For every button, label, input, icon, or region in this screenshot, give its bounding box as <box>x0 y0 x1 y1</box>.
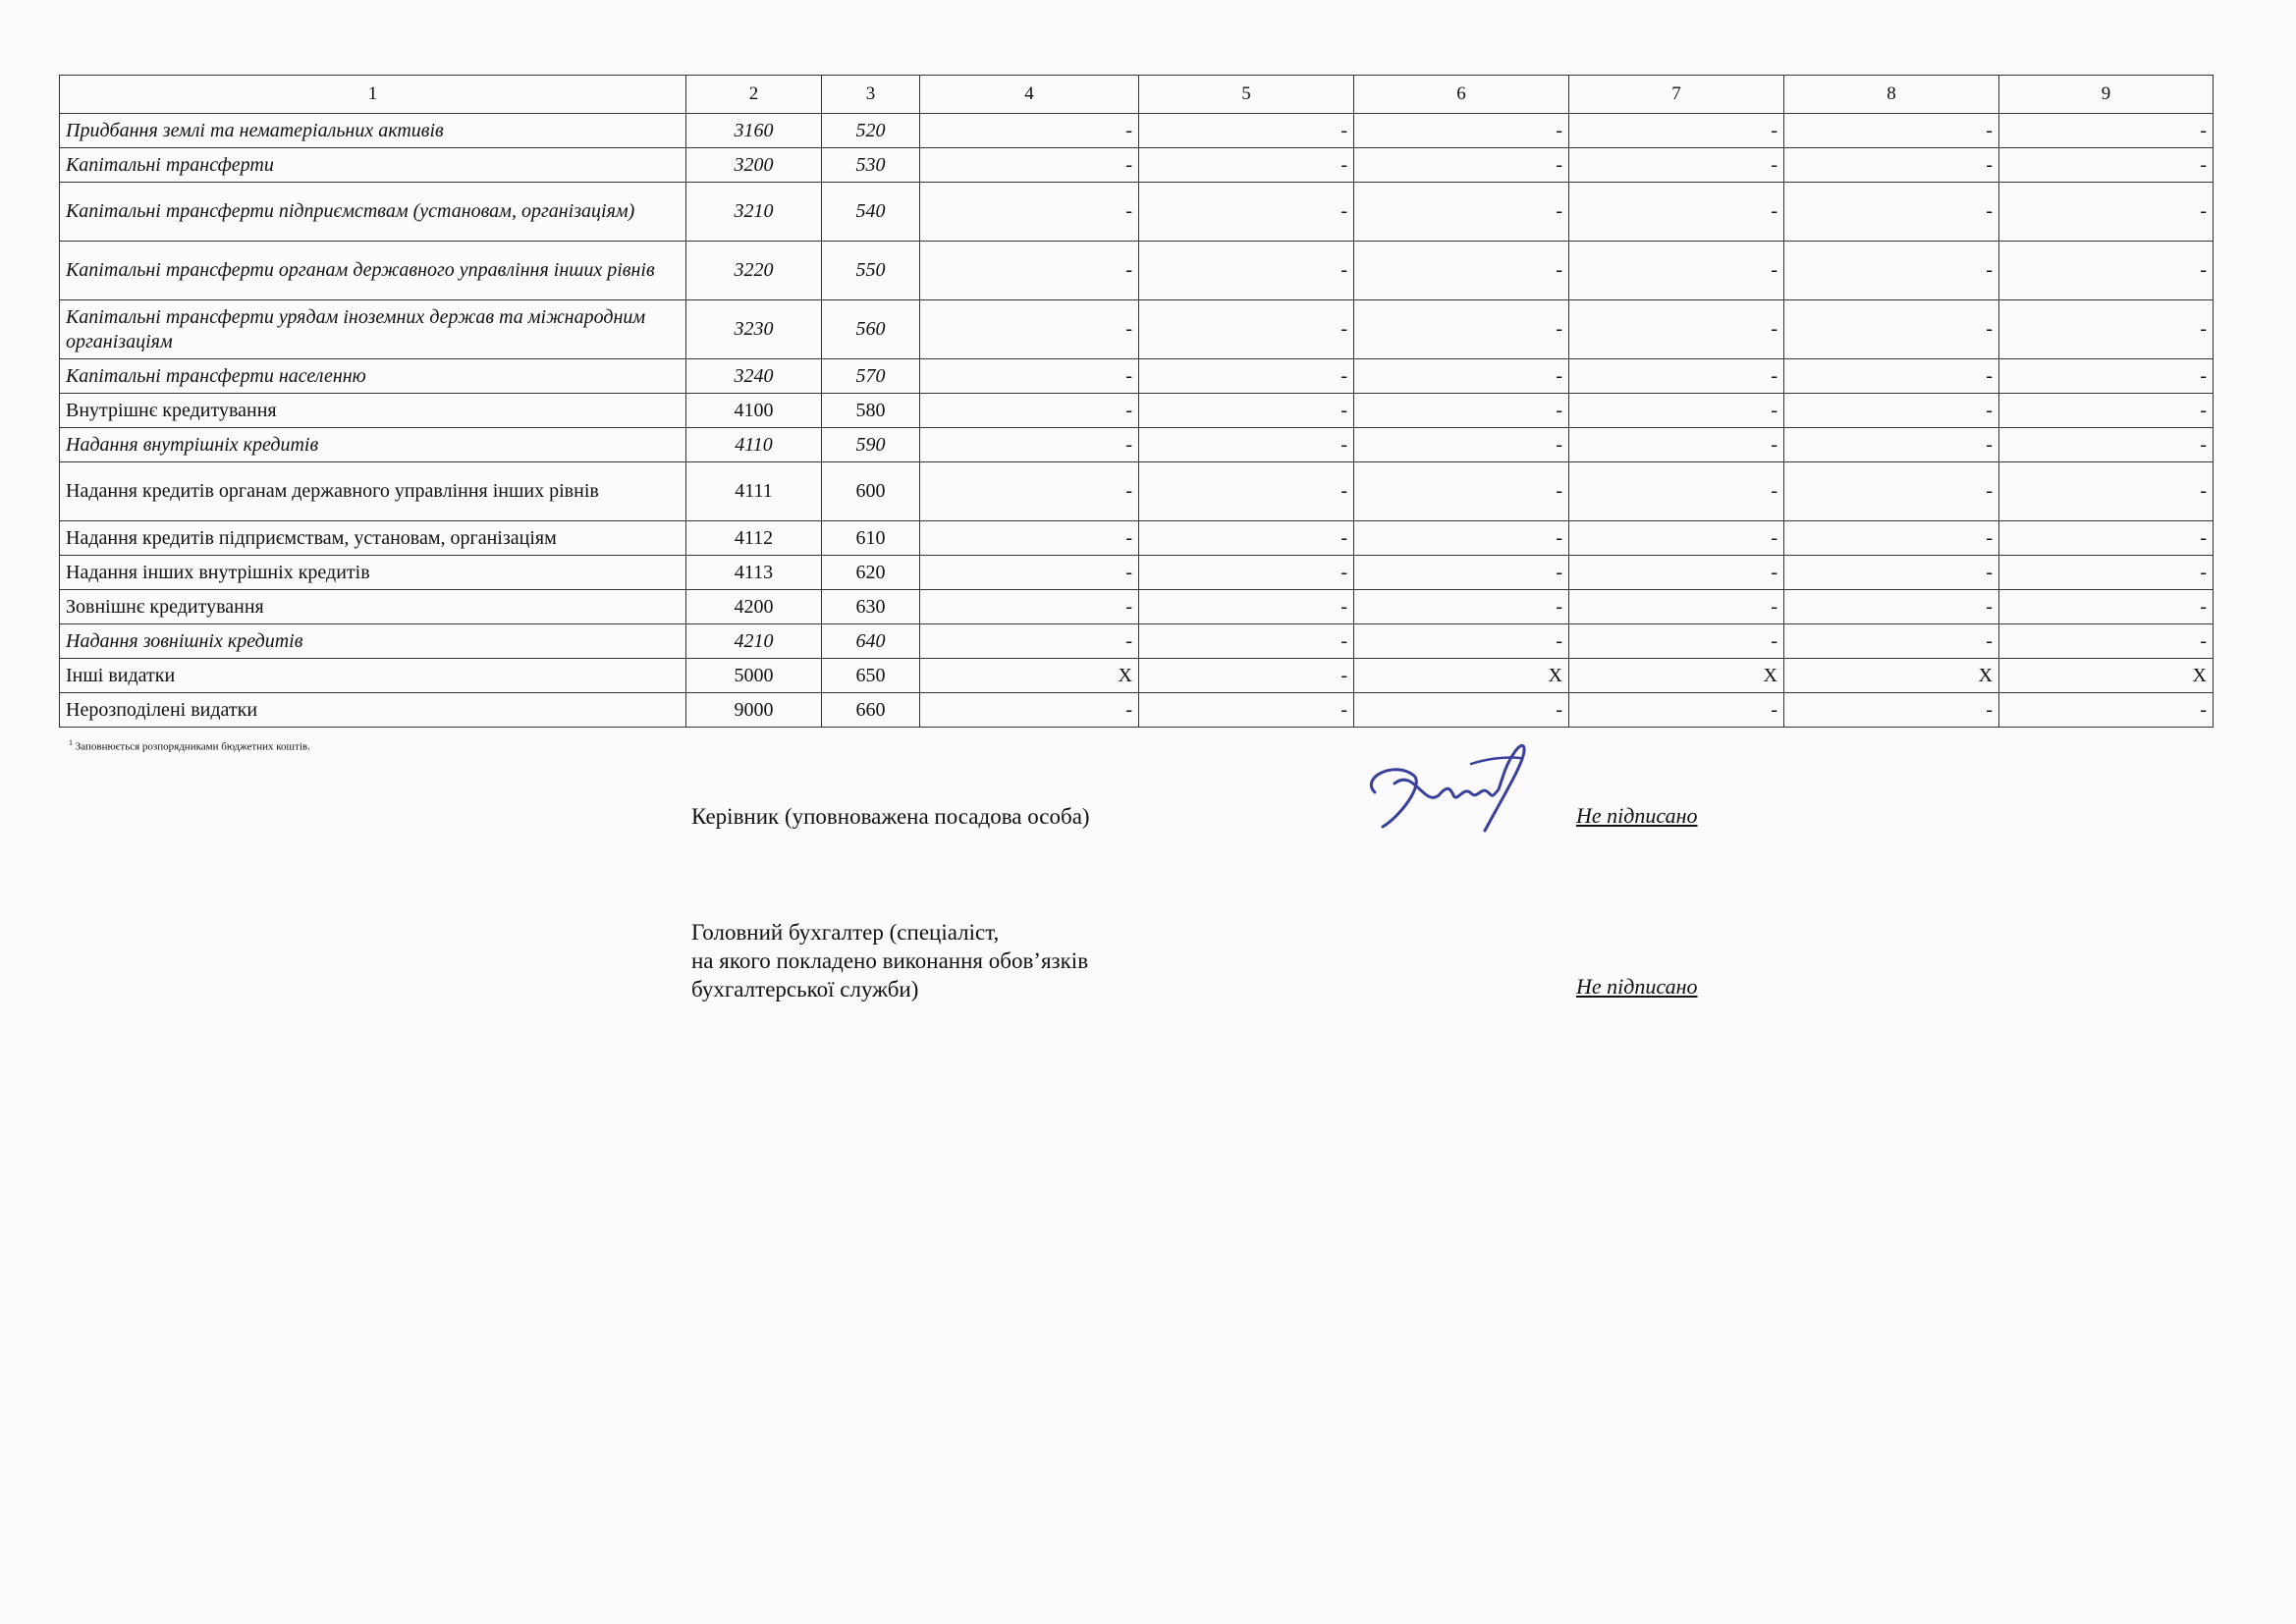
row-value-cell: - <box>1139 624 1354 659</box>
table-row <box>60 624 2214 659</box>
row-value-cell: - <box>920 693 1139 728</box>
row-value-cell: Х <box>1569 659 1784 693</box>
row-value-cell: - <box>1569 590 1784 624</box>
footnote <box>69 738 310 753</box>
row-value-cell: - <box>920 359 1139 394</box>
accountant-signature-status: Не підписано <box>1576 974 1698 999</box>
table-row <box>60 300 2214 359</box>
accountant-label-line: Головний бухгалтер (спеціаліст, <box>691 920 1000 945</box>
row-name-cell: Капітальні трансферти населенню <box>60 359 686 394</box>
row-value-cell: - <box>1999 114 2214 148</box>
row-value-cell: - <box>1354 300 1569 359</box>
row-value-cell: - <box>920 300 1139 359</box>
row-line-cell: 660 <box>822 693 920 728</box>
row-code-cell: 9000 <box>686 693 822 728</box>
table-row <box>60 462 2214 521</box>
row-value-cell: - <box>1569 114 1784 148</box>
accountant-signature-label <box>691 919 1088 1003</box>
row-value-cell: - <box>1999 300 2214 359</box>
row-name-cell: Зовнішнє кредитування <box>60 590 686 624</box>
row-value-cell: - <box>1784 556 1999 590</box>
row-value-cell: - <box>1569 242 1784 300</box>
row-value-cell: - <box>920 148 1139 183</box>
expenditure-table <box>59 75 2214 728</box>
row-value-cell: - <box>1139 300 1354 359</box>
row-value-cell: - <box>1139 659 1354 693</box>
row-line-cell: 540 <box>822 183 920 242</box>
column-header: 2 <box>686 76 822 114</box>
row-value-cell: - <box>1569 300 1784 359</box>
row-value-cell: - <box>1354 693 1569 728</box>
row-value-cell: - <box>1139 428 1354 462</box>
row-value-cell: - <box>1569 148 1784 183</box>
row-code-cell: 4200 <box>686 590 822 624</box>
row-code-cell: 4111 <box>686 462 822 521</box>
row-value-cell: - <box>1569 359 1784 394</box>
row-line-cell: 520 <box>822 114 920 148</box>
row-code-cell: 3160 <box>686 114 822 148</box>
row-name-cell: Інші видатки <box>60 659 686 693</box>
row-value-cell: - <box>1139 394 1354 428</box>
row-value-cell: - <box>1354 242 1569 300</box>
row-value-cell: - <box>1139 556 1354 590</box>
table-row <box>60 521 2214 556</box>
row-code-cell: 3210 <box>686 183 822 242</box>
row-value-cell: - <box>1354 556 1569 590</box>
row-value-cell: - <box>1784 462 1999 521</box>
row-value-cell: - <box>1784 590 1999 624</box>
row-value-cell: - <box>920 462 1139 521</box>
row-line-cell: 530 <box>822 148 920 183</box>
row-line-cell: 610 <box>822 521 920 556</box>
row-line-cell: 590 <box>822 428 920 462</box>
row-value-cell: - <box>1569 693 1784 728</box>
row-value-cell: - <box>1999 693 2214 728</box>
column-header: 6 <box>1354 76 1569 114</box>
row-code-cell: 3220 <box>686 242 822 300</box>
row-value-cell: - <box>1139 590 1354 624</box>
row-value-cell: - <box>920 428 1139 462</box>
row-value-cell: - <box>1999 590 2214 624</box>
row-value-cell: - <box>1354 114 1569 148</box>
row-value-cell: - <box>1569 624 1784 659</box>
row-value-cell: Х <box>920 659 1139 693</box>
accountant-label-line: на якого покладено виконання обов’язків <box>691 947 1089 973</box>
row-value-cell: - <box>1999 242 2214 300</box>
table-row <box>60 590 2214 624</box>
row-value-cell: - <box>920 242 1139 300</box>
table-row <box>60 242 2214 300</box>
row-value-cell: - <box>1784 693 1999 728</box>
row-value-cell: - <box>1784 624 1999 659</box>
row-value-cell: - <box>1354 148 1569 183</box>
row-value-cell: - <box>1784 300 1999 359</box>
row-line-cell: 640 <box>822 624 920 659</box>
row-value-cell: - <box>1354 359 1569 394</box>
row-value-cell: - <box>1569 183 1784 242</box>
row-value-cell: - <box>1784 114 1999 148</box>
row-value-cell: - <box>920 590 1139 624</box>
row-value-cell: - <box>1784 359 1999 394</box>
footnote-text: Заповнюється розпорядниками бюджетних коштів. <box>75 740 310 753</box>
row-value-cell: - <box>1999 148 2214 183</box>
table-row <box>60 428 2214 462</box>
row-value-cell: - <box>1139 521 1354 556</box>
row-value-cell: - <box>1784 521 1999 556</box>
row-value-cell: - <box>1139 114 1354 148</box>
row-name-cell: Капітальні трансферти підприємствам (установам, організаціям) <box>60 183 686 242</box>
row-line-cell: 650 <box>822 659 920 693</box>
row-value-cell: - <box>1784 183 1999 242</box>
handwritten-signature <box>1355 738 1552 846</box>
row-value-cell: - <box>1569 521 1784 556</box>
column-header: 4 <box>920 76 1139 114</box>
row-code-cell: 5000 <box>686 659 822 693</box>
table-row <box>60 556 2214 590</box>
row-name-cell: Капітальні трансферти органам державного управління інших рівнів <box>60 242 686 300</box>
row-line-cell: 620 <box>822 556 920 590</box>
row-value-cell: - <box>1139 183 1354 242</box>
row-code-cell: 4100 <box>686 394 822 428</box>
row-value-cell: - <box>920 114 1139 148</box>
row-value-cell: - <box>1569 556 1784 590</box>
footnote-marker: 1 <box>69 738 73 747</box>
table-row <box>60 659 2214 693</box>
row-value-cell: Х <box>1784 659 1999 693</box>
row-value-cell: - <box>1569 394 1784 428</box>
row-line-cell: 630 <box>822 590 920 624</box>
table-body <box>60 114 2214 728</box>
table-row <box>60 693 2214 728</box>
row-value-cell: - <box>1999 624 2214 659</box>
table-row <box>60 183 2214 242</box>
row-name-cell: Надання кредитів органам державного управління інших рівнів <box>60 462 686 521</box>
row-code-cell: 4112 <box>686 521 822 556</box>
row-value-cell: - <box>1139 359 1354 394</box>
row-line-cell: 550 <box>822 242 920 300</box>
table-row <box>60 114 2214 148</box>
row-name-cell: Нерозподілені видатки <box>60 693 686 728</box>
row-name-cell: Капітальні трансферти <box>60 148 686 183</box>
row-code-cell: 3230 <box>686 300 822 359</box>
column-header: 8 <box>1784 76 1999 114</box>
row-value-cell: - <box>1139 242 1354 300</box>
row-value-cell: - <box>1354 521 1569 556</box>
row-value-cell: - <box>1354 462 1569 521</box>
row-name-cell: Капітальні трансферти урядам іноземних держав та міжнародним організаціям <box>60 300 686 359</box>
row-name-cell: Надання внутрішніх кредитів <box>60 428 686 462</box>
row-value-cell: - <box>1139 462 1354 521</box>
accountant-label-line: бухгалтерської служби) <box>691 976 919 1001</box>
row-code-cell: 4210 <box>686 624 822 659</box>
row-value-cell: - <box>1999 428 2214 462</box>
column-header: 5 <box>1139 76 1354 114</box>
row-value-cell: - <box>920 556 1139 590</box>
row-value-cell: - <box>1139 693 1354 728</box>
row-value-cell: - <box>1784 148 1999 183</box>
row-code-cell: 3240 <box>686 359 822 394</box>
row-code-cell: 4113 <box>686 556 822 590</box>
row-value-cell: - <box>1999 394 2214 428</box>
row-value-cell: - <box>1139 148 1354 183</box>
row-value-cell: Х <box>1999 659 2214 693</box>
row-name-cell: Надання зовнішніх кредитів <box>60 624 686 659</box>
row-value-cell: - <box>1999 521 2214 556</box>
table-row <box>60 148 2214 183</box>
row-value-cell: Х <box>1354 659 1569 693</box>
column-header: 3 <box>822 76 920 114</box>
row-name-cell: Надання інших внутрішніх кредитів <box>60 556 686 590</box>
row-value-cell: - <box>1354 183 1569 242</box>
row-name-cell: Придбання землі та нематеріальних активів <box>60 114 686 148</box>
row-value-cell: - <box>1999 359 2214 394</box>
row-line-cell: 560 <box>822 300 920 359</box>
row-value-cell: - <box>1784 428 1999 462</box>
row-value-cell: - <box>1569 428 1784 462</box>
row-value-cell: - <box>1784 394 1999 428</box>
row-name-cell: Внутрішнє кредитування <box>60 394 686 428</box>
row-line-cell: 570 <box>822 359 920 394</box>
column-header: 9 <box>1999 76 2214 114</box>
column-header: 1 <box>60 76 686 114</box>
row-code-cell: 3200 <box>686 148 822 183</box>
row-value-cell: - <box>1354 428 1569 462</box>
table-row <box>60 359 2214 394</box>
row-value-cell: - <box>1784 242 1999 300</box>
row-value-cell: - <box>1999 556 2214 590</box>
row-value-cell: - <box>1354 590 1569 624</box>
row-code-cell: 4110 <box>686 428 822 462</box>
column-number-row <box>60 76 2214 114</box>
row-value-cell: - <box>1354 394 1569 428</box>
row-value-cell: - <box>920 183 1139 242</box>
column-header: 7 <box>1569 76 1784 114</box>
row-value-cell: - <box>1354 624 1569 659</box>
row-value-cell: - <box>1999 462 2214 521</box>
row-value-cell: - <box>920 394 1139 428</box>
row-name-cell: Надання кредитів підприємствам, установам, організаціям <box>60 521 686 556</box>
head-signature-status: Не підписано <box>1576 803 1698 828</box>
head-signature-label: Керівник (уповноважена посадова особа) <box>691 804 1090 829</box>
row-value-cell: - <box>1999 183 2214 242</box>
table-row <box>60 394 2214 428</box>
row-value-cell: - <box>920 521 1139 556</box>
row-value-cell: - <box>1569 462 1784 521</box>
row-value-cell: - <box>920 624 1139 659</box>
row-line-cell: 580 <box>822 394 920 428</box>
row-line-cell: 600 <box>822 462 920 521</box>
